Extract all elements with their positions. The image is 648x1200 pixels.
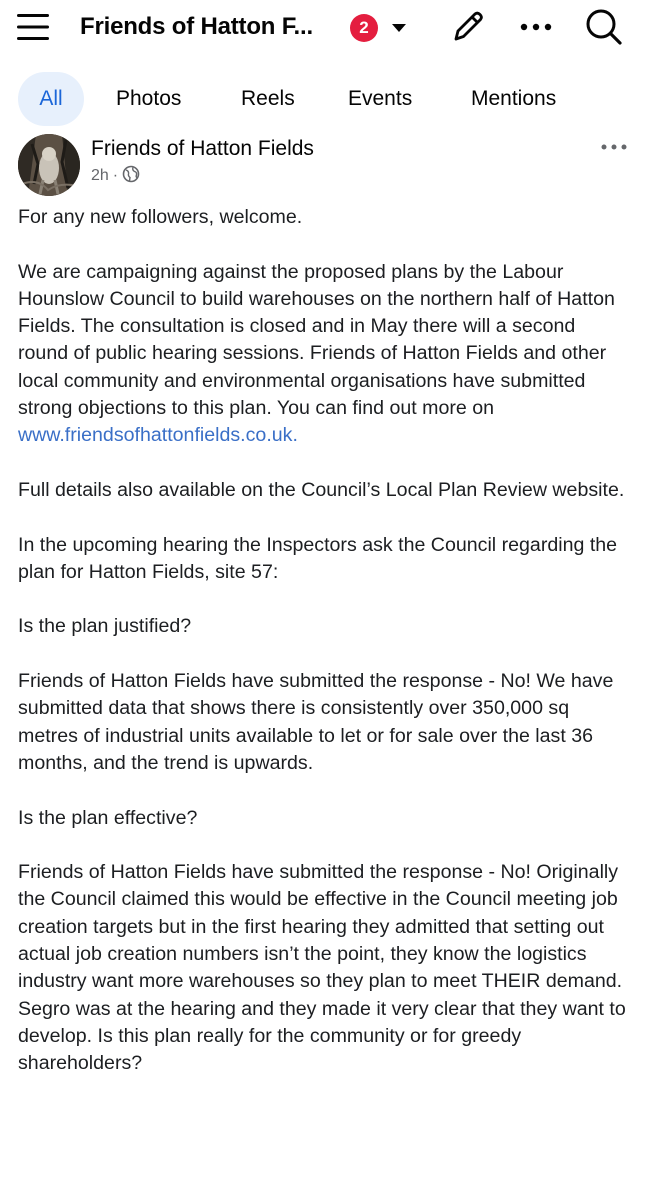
post-paragraph: Is the plan effective? — [18, 806, 198, 829]
tab-events[interactable]: Events — [348, 87, 413, 110]
post-paragraph-text: We are campaigning against the proposed plans by the Labour Hounslow Council to build warehouses on the northern half of Hatton Fields. The consultation is closed and in May there will a second round of public hearing sessions. Friends of Hatton Fields and other local community and environmental organisations have submitted strong objections to this plan. You can find out more on — [18, 260, 615, 420]
menu-icon[interactable] — [16, 10, 50, 44]
post-paragraph: Friends of Hatton Fields have submitted the response - No! Originally the Council claimed this would be effective in the Council meeting job creation targets but in the first hearing they admitted that setting out actual job creation numbers isn’t the point, they know the logistics industry want more warehouses so they plan to meet THEIR demand. Segro was at the hearing and they made it very clear that they want to develop. Is this plan really for the community or for greedy shareholders? — [18, 861, 626, 1075]
more-icon[interactable] — [518, 10, 554, 44]
post-options-icon[interactable] — [600, 142, 628, 152]
tab-reels[interactable]: Reels — [241, 87, 295, 110]
post-paragraph: Friends of Hatton Fields have submitted the response - No! We have submitted data that shows there is consistently over 350,000 sq metres of industrial units available to let or for sale over the last 36 months, and the trend is upwards. — [18, 670, 614, 774]
globe-icon — [122, 165, 140, 183]
post-meta — [91, 165, 140, 186]
post-paragraph: In the upcoming hearing the Inspectors ask the Council regarding the plan for Hatton Fields, site 57: — [18, 533, 618, 583]
chevron-down-icon[interactable] — [389, 18, 409, 38]
website-link[interactable]: www.friendsofhattonfields.co.uk. — [18, 424, 298, 447]
filter-tabs — [0, 72, 648, 126]
post-author[interactable]: Friends of Hatton Fields — [91, 137, 314, 160]
pencil-icon[interactable] — [449, 8, 487, 46]
post-paragraph: Full details also available on the Council’s Local Plan Review website. — [18, 478, 625, 501]
meta-separator: · — [112, 167, 119, 184]
post-paragraph — [18, 259, 630, 450]
post-time[interactable]: 2h — [91, 167, 109, 184]
post-paragraph: Is the plan justified? — [18, 615, 192, 638]
page-title[interactable]: Friends of Hatton F... — [80, 13, 313, 40]
notification-badge: 2 — [350, 14, 378, 42]
tab-photos[interactable]: Photos — [116, 87, 182, 110]
avatar[interactable] — [18, 134, 80, 196]
tab-all[interactable]: All — [18, 72, 84, 126]
top-bar — [0, 0, 648, 58]
search-icon[interactable] — [584, 7, 624, 47]
post-paragraph: For any new followers, welcome. — [18, 206, 303, 228]
tab-mentions[interactable]: Mentions — [471, 87, 557, 110]
post-body — [18, 204, 630, 1105]
avatar-image — [18, 134, 80, 196]
